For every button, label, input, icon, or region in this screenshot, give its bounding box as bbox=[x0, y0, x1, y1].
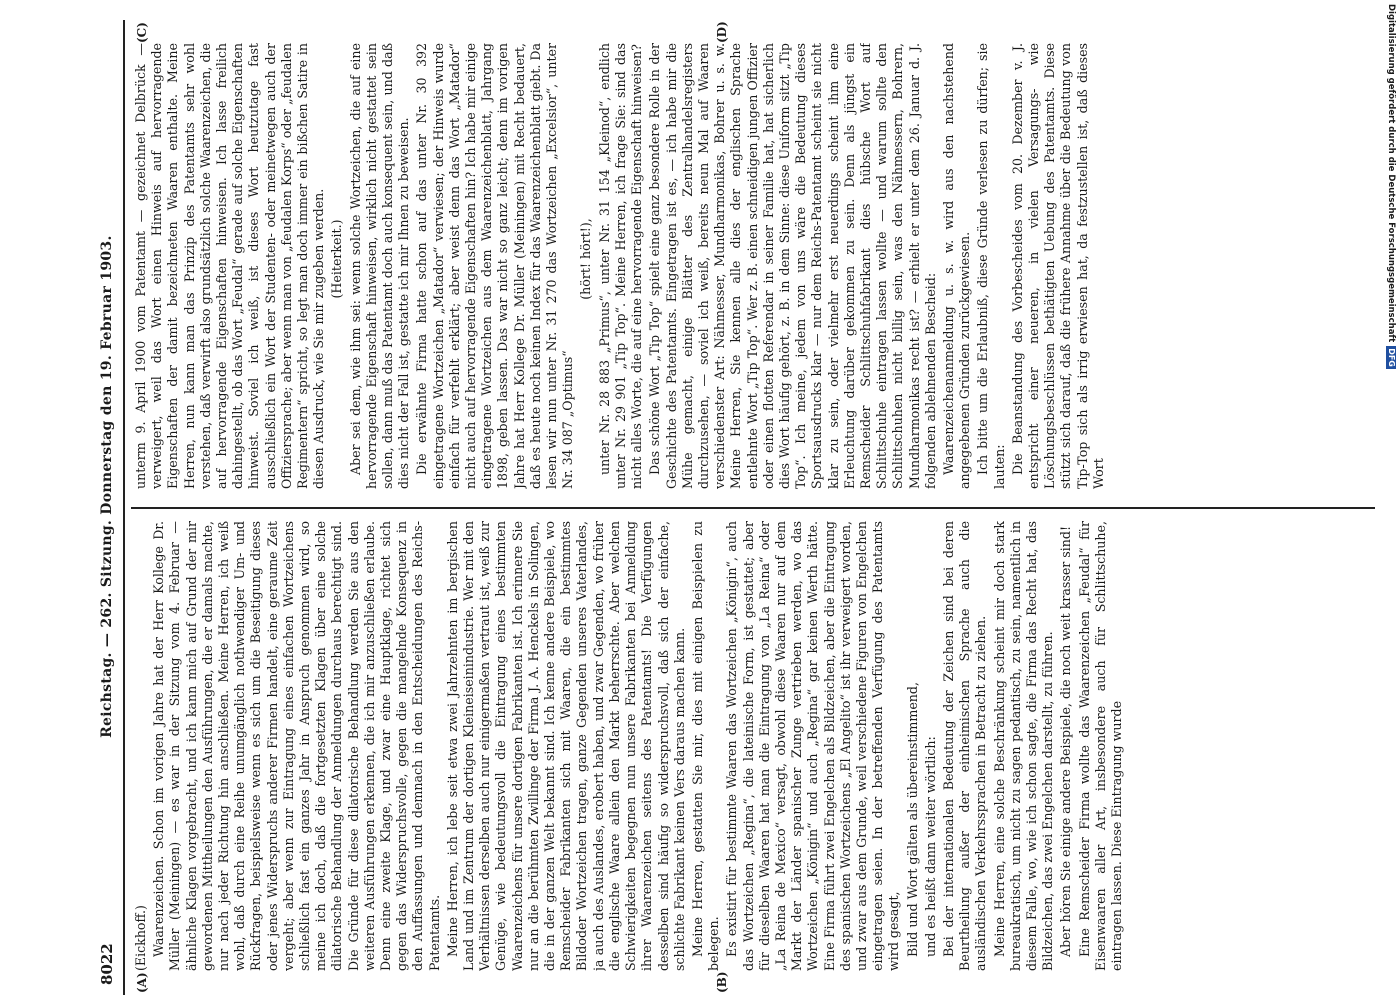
margin-marker-d: (D) bbox=[715, 21, 729, 43]
quoted-decision: Die Beanstandung des Vorbescheides vom 20. Dezember v. J. entspricht einer neueren, in vielen Versagungs- wie Löschungsbeschlüssen bethätigten Uebung des Patentamts. Diese stützt sich darauf, daß die frühere Annahme über die Bedeutung von Tip-Top sich als irrig erwiesen hat, da festzustellen ist, daß dieses Wort bbox=[1009, 43, 1106, 489]
page-content bbox=[95, 20, 1385, 995]
interjection: (Heiterkeit.) bbox=[329, 219, 345, 299]
column-divider bbox=[131, 507, 1375, 509]
notice-text: Digitalisierung gefördert durch die Deutsche Forschungsgemeinschaft bbox=[1386, 4, 1397, 343]
dfg-logo: DFG bbox=[1387, 348, 1397, 367]
funding-notice-text bbox=[1386, 0, 1397, 1000]
paragraph: Das schöne Wort „Tip Top“ spielt eine ganz besondere Rolle in der Geschichte des Patentamts. Eingetragen ist es, — ich habe mir die Mühe gemacht, einige Blätter des Zentralhandelsregisters durchzusehen, — soviel ich weiß, bereits neun Mal auf Waaren verschiedenster Art: Nähmesser, Mundharmonikas, Bohrer u. s. w. Meine Herren, Sie kennen alle dies der englischen Sprache entlehnte Wort „Tip Top“. Wer z. B. einen schneidigen jungen Offizier oder einen flotten Referendar in seiner Familie hat, hat sicherlich dies Wort häufig gehört, z. B. in dem Sinne: diese Uniform sitzt „Tip Top“. Ich meine, jedem von uns wäre die Bedeutung dieses Sportsausdrucks klar — nur dem Reichs-Patentamt scheint sie nicht klar zu sein, oder vielmehr erst neuerdings scheint ihm eine Erleuchtung darüber gekommen zu sein. Denn als jüngst ein Remscheider Schlittschuhfabrikant dies hübsche Wort auf Schlittschuhe eintragen lassen wollte — und warum sollte den Schlittschuhen nicht billig sein, was den Nähmessern, Bohrern, Mundharmonikas recht ist? — erhielt er unter dem 26. Januar d. J. folgenden ablehnenden Bescheid: bbox=[647, 43, 938, 489]
paragraph: und es heißt dann weiter wörtlich: bbox=[922, 736, 938, 957]
paragraph: Ich bitte um die Erlaubniß, diese Gründe verlesen zu dürfen; sie lauten: bbox=[975, 43, 1007, 489]
paragraph: unter Nr. 28 883 „Primus“, unter Nr. 31 154 „Kleinod“, endlich unter Nr. 29 901 „Tip Top“. Meine Herren, ich frage Sie: sind das nicht alles Worte, die auf eine hervorragende Eigenschaft hinweisen? bbox=[596, 43, 645, 489]
page-number: 8022 bbox=[98, 943, 116, 985]
funding-notice bbox=[1386, 0, 1397, 1000]
margin-marker-b: (B) bbox=[715, 971, 729, 993]
paragraph: Waarenzeichen. Schon im vorigen Jahre hat der Herr Kollege Dr. Müller (Meiningen) — es war in der Sitzung vom 4. Februar — ähnliche Klagen vorgebracht, und ich kann mich auf Grund der mir gewordenen Mittheilungen den Ausführungen, die er damals machte, nur nach jeder Richtung hin anschließen. Meine Herren, ich weiß wohl, daß durch eine Reihe unumgänglich nothwendiger Um- und Rückfragen, beispielsweise wenn es sich um die Beseitigung dieses oder jenes Widerspruchs anderer Firmen handelt, eine geraume Zeit vergeht; aber wenn zur Eintragung eines einfachen Wortzeichens schließlich fast ein ganzes Jahr in Anspruch genommen wird, so meine ich doch, daß die fortgesetzten Klagen über eine solche dilatorische Behandlung der Anmeldungen durchaus berechtigt sind. Die Gründe für diese dilatorische Behandlung werden Sie aus den weiteren Ausführungen erkennen, die ich mir anzuschließen erlaube. Denn eine zweite Klage, und zwar eine Hauptklage, richtet sich gegen das Widerspruchsvolle, gegen die mangelnde Konsequenz in den Auffassungen und demnach in den Entscheidungen des Reichs-Patentamts. bbox=[151, 521, 442, 971]
quoted-decision: Waarenzeichenanmeldung u. s. w. wird aus den nachstehend angegebenen Gründen zurückgewiesen. bbox=[940, 43, 973, 489]
margin-marker-a: (A) bbox=[135, 972, 149, 993]
paragraph: Bild und Wort gälten als übereinstimmend, bbox=[904, 682, 920, 957]
paragraph: Es existirt für bestimmte Waaren das Wortzeichen „Königin“, auch das Wortzeichen „Regina“, die lateinische Form, ist gestattet; aber für dieselben Waaren hat man die Eintragung von „La Reina“ oder „La Reina de Mexico“ versagt, obwohl diese Waaren nur auf dem Markt der Länder spanischer Zunge vertrieben werden, wo das Wortzeichen „Königin“ und auch „Regina“ gar keinen Werth hätte. Eine Firma führt zwei Engelchen als Bildzeichen, aber die Eintragung des spanischen Wortzeichens „El Angelito“ ist ihr verweigert worden, und zwar aus dem Grunde, weil verschiedene Figuren von Engelchen eingetragen seien. In der betreffenden Verfügung des Patentamts wird gesagt, bbox=[724, 521, 902, 971]
margin-marker-c: (C) bbox=[135, 22, 149, 43]
speaker-tag: (Eickhoff.) bbox=[133, 905, 148, 971]
interjection: (hört! hört!), bbox=[578, 218, 594, 300]
session-title: Reichstag. — 262. Sitzung. Donnerstag den 19. Februar 1903. bbox=[99, 235, 115, 738]
paragraph: Meine Herren, ich lebe seit etwa zwei Jahrzehnten im bergischen Land und im Zentrum der dortigen Kleineiseinindustrie. Wer mit den Verhältnissen derselben auch nur einigermaßen vertraut ist, weiß zur Genüge, wie bedeutungsvoll die Eintragung eines bestimmten Waarenzeichens für unsere dortigen Fabrikanten ist. Ich erinnere Sie nur an die berühmten Zwillinge der Firma J. A. Henckels in Solingen, die in der ganzen Welt bekannt sind. Ich kenne andere Beispiele, wo Remscheider Fabrikanten sich mit Waaren, die ein bestimmtes Bildoder Wortzeichen tragen, ganze Gegenden unseres Vaterlandes, ja auch des Auslandes, erobert haben, und zwar Gegenden, wo früher die englische Waare allein den Markt beherrschte. Aber welchen Schwierigkeiten begegnen nun unsere Fabrikanten bei Anmeldung ihrer Waarenzeichen seitens des Patentamts! Die Verfügungen desselben sind häufig so widerspruchsvoll, daß sich der einfache, schlichte Fabrikant keinen Vers daraus machen kann. bbox=[444, 521, 687, 971]
paragraph: unterm 9. April 1900 vom Patentamt — gezeichnet Delbrück — verweigert, weil das Wort einen Hinweis auf hervorragende Eigenschaften der damit bezeichneten Waaren enthalte. Meine Herren, nun kann man das Prinzip des Patentamts sehr wohl verstehen, daß verwirft also grundsätzlich solche Waarenzeichen, die auf hervorragende Eigenschaften hinweisen. Ich lasse freilich dahingestellt, ob das Wort „Feudal“ gerade auf solche Eigenschaften hinweist. Soviel ich weiß, ist dieses Wort heutzutage fast ausschließlich ein Wort der Studenten- oder meinetwegen auch der Offiziersprache; aber wenn man von „feudalen Korps“ oder „feudalen Regimentern“ spricht, so legt man doch immer ein bißchen Satire in diesen Ausdruck, wie Sie mir zugeben werden. bbox=[133, 43, 327, 489]
left-column bbox=[133, 521, 1373, 971]
paragraph: Die erwähnte Firma hatte schon auf das unter Nr. 30 392 eingetragene Wortzeichen „Matador“ verwiesen; der Hinweis wurde einfach für verfehlt erklärt; aber weist denn das Wort „Matador“ nicht auch auf hervorragende Eigenschaften hin? Ich habe mir einige eingetragene Wortzeichen aus dem Waarenzeichenblatt, Jahrgang 1898, geben lassen. Das war nicht so ganz leicht; denn im vorigen Jahre hat Herr Kollege Dr. Müller (Meiningen) mit Recht bedauert, daß es heute noch keinen Index für das Waarenzeichenblatt giebt. Da lesen wir nun unter Nr. 31 270 das Wortzeichen „Excelsior“, unter Nr. 34 087 „Optimus“ bbox=[414, 43, 576, 489]
paragraph: Meine Herren, eine solche Beschränkung scheint mir doch stark bureaukratisch, um nicht zu sagen pedantisch, zu sein, namentlich in diesem Falle, wo, wie ich schon sagte, die Firma das Recht hat, das Bildzeichen, das zwei Engelchen darstellt, zu führen. bbox=[991, 521, 1056, 971]
rotated-page bbox=[95, 20, 1385, 995]
paragraph: Aber sei dem, wie ihm sei: wenn solche Wortzeichen, die auf eine hervorragende Eigenschaft hinweisen, wirklich nicht gestattet sein sollen, dann muß das Patentamt doch auch konsequent sein, und daß dies nicht der Fall ist, gestatte ich mir Ihnen zu beweisen. bbox=[347, 43, 412, 489]
right-column bbox=[133, 43, 1373, 489]
paragraph: Meine Herren, gestatten Sie mir, dies mit einigen Beispielen zu belegen. bbox=[689, 521, 722, 971]
header-rule bbox=[123, 20, 125, 995]
page-header bbox=[95, 20, 119, 995]
paragraph: Bei der internationalen Bedeutung der Zeichen sind bei deren Beurtheilung außer der einheimischen Sprache auch die ausländischen Verkehrssprachen in Betracht zu ziehen. bbox=[940, 521, 989, 971]
paragraph: Eine Remscheider Firma wollte das Waarenzeichen „Feudal“ für Eisenwaaren aller Art, insbesondere auch für Schlittschuhe, eintragen lassen. Diese Eintragung wurde bbox=[1076, 521, 1124, 971]
paragraph: Aber hören Sie einige andere Beispiele, die noch weit krasser sind! bbox=[1058, 525, 1074, 957]
